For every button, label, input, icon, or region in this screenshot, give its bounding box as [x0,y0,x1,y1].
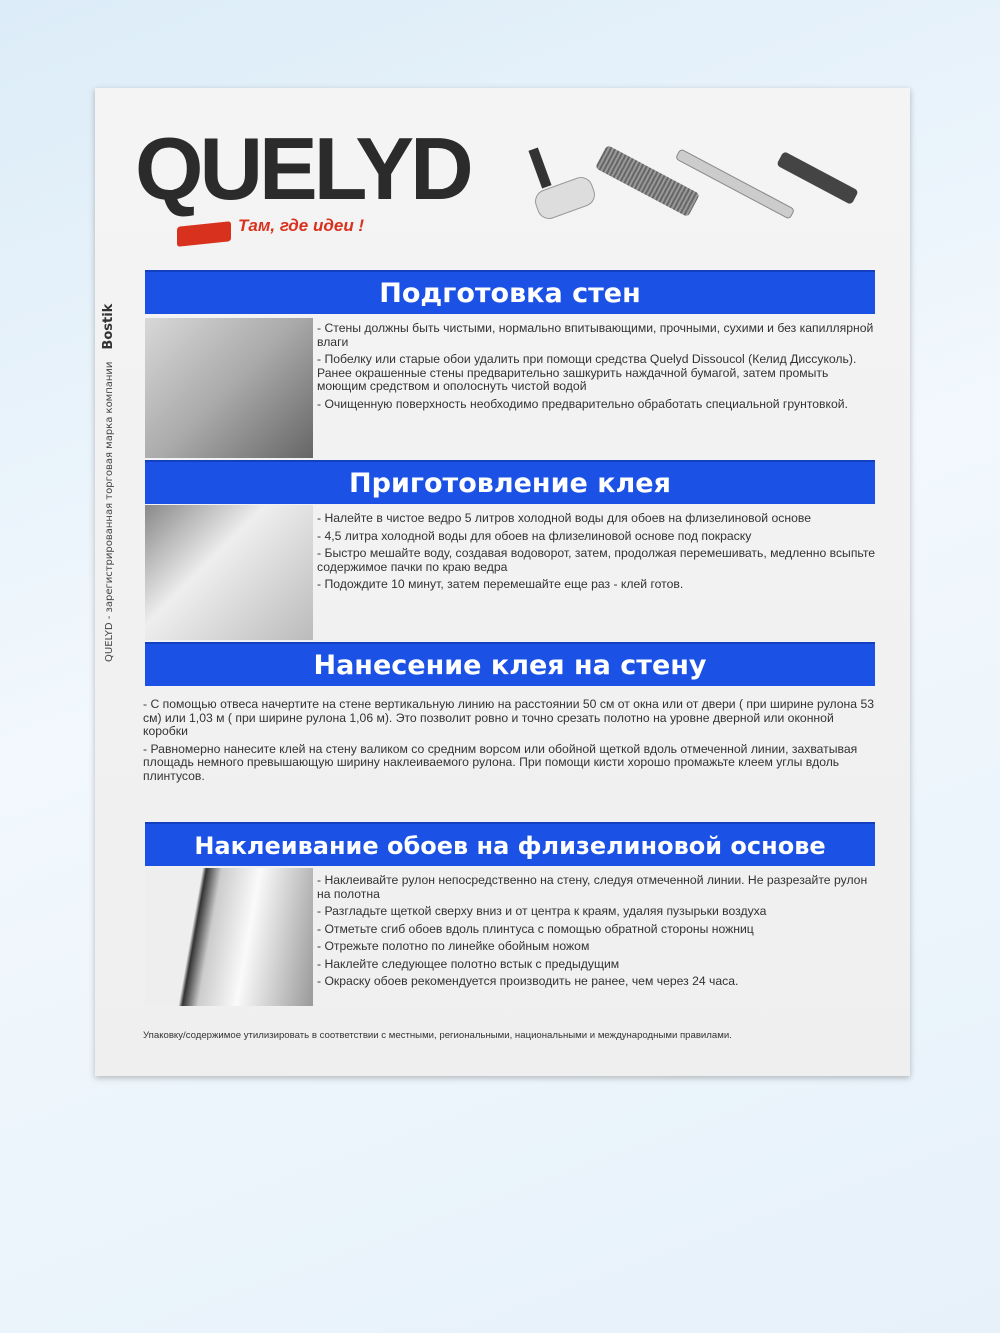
section-text-glue-prep: - Налейте в чистое ведро 5 литров холодной воды для обоев на флизелиновой основе - 4,5 литра холодной воды для обоев на флизелиновой основе под покраску - Быстро мешайте воду, создавая водоворот, затем, продолжая перемешивать, медленно всыпьте содержимое пачки по краю ведра - Подождите 10 минут, затем перемешайте еще раз - клей готов. [317,511,876,591]
bostik-logo: Bostik [101,303,116,350]
section-text-glue-apply: - С помощью отвеса начертите на стене вертикальную линию на расстоянии 50 см от окна или от двери ( при ширине рулона 53 см) или 1,03 м ( при ширине рулона 1,06 м). Это позволит ровно и точно срезать полотно на уровне дверной или оконной коробки - Равномерно нанесите клей на стену валиком со средним ворсом или обойной щеткой вдоль отмеченной линии, захватывая площадь немного превышающую ширину наклеиваемого рулона. При помощи кисти хорошо промажьте клеем углы вдоль плинтусов. [143,697,875,783]
ruler-icon [675,148,795,220]
quelyd-logo: QUELYD [135,119,470,218]
disposal-note: Упаковку/содержимое утилизировать в соответствии с местными, региональными, национальными и международными правилами. [143,1030,732,1041]
logo-flag-icon [177,221,231,247]
side-trademark: QUELYD - зарегистрированная торговая марка компанииBostik [101,303,116,662]
roller-icon [528,147,551,188]
section-title-wall-prep: Подготовка стен [145,270,875,314]
section-title-hanging: Наклеивание обоев на флизелиновой основе [145,822,875,866]
section-title-glue-apply: Нанесение клея на стену [145,642,875,686]
package-panel [95,88,910,1076]
photo-mixing-glue [145,505,313,640]
photo-hanging-wallpaper [145,868,313,1006]
photo-wall-painting [145,318,313,458]
section-text-hanging: - Наклеивайте рулон непосредственно на стену, следуя отмеченной линии. Не разрезайте рулон на полотна - Разгладьте щеткой сверху вниз и от центра к краям, удаляя пузырьки воздуха - Отметьте сгиб обоев вдоль плинтуса с помощью обратной стороны ножниц - Отрежьте полотно по линейке обойным ножом - Наклейте следующее полотно встык с предыдущим - Окраску обоев рекомендуется производить не ранее, чем через 24 часа. [317,873,868,988]
tagline: Там, где идеи ! [238,216,365,235]
section-title-glue-prep: Приготовление клея [145,460,875,504]
knife-icon [776,151,859,205]
section-text-wall-prep: - Стены должны быть чистыми, нормально впитывающими, прочными, сухими и без капиллярной влаги - Побелку или старые обои удалить при помощи средства Quelyd Dissoucol (Келид Диссуколь). Ранее окрашенные стены предварительно зашкурить наждачной бумагой, затем промыть моющим средством и ополоснуть чистой водой - Очищенную поверхность необходимо предварительно обработать специальной грунтовкой. [317,321,874,411]
